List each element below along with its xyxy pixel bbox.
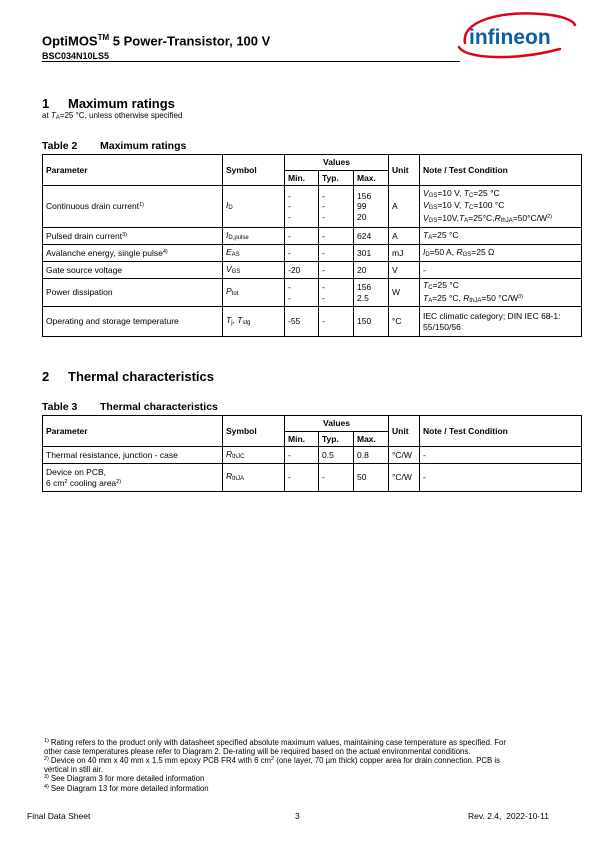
note-text: =10V,	[437, 212, 460, 223]
symbol-main: T	[226, 315, 232, 326]
cell-unit: A	[389, 186, 420, 228]
cell-note: -	[420, 262, 582, 279]
col-header-typ: Typ.	[319, 171, 354, 186]
cell-note: -	[420, 464, 582, 492]
cell-parameter	[43, 228, 223, 245]
note-sub: thJA	[500, 217, 513, 224]
col-header-unit: Unit	[389, 416, 420, 447]
note-line	[423, 293, 578, 306]
conditions-suffix: =25 °C, unless otherwise specified	[59, 111, 183, 120]
footnote-text: (one layer, 70 µm thick) copper area for drain connection. PCB is vertical in still air.	[44, 756, 501, 775]
cell-typ: -	[319, 245, 354, 262]
cell-max: 156 2.5	[354, 279, 389, 307]
cell-typ: -	[319, 464, 354, 492]
logo-wordmark: infineon	[469, 26, 551, 49]
cell-max: 301	[354, 245, 389, 262]
col-header-symbol: Symbol	[223, 155, 285, 186]
conditions-prefix: at	[42, 111, 51, 120]
footnote-ref: 1)	[139, 202, 144, 209]
section-2-heading	[42, 369, 214, 384]
col-header-values: Values	[285, 155, 389, 171]
table-row	[43, 464, 582, 492]
cell-symbol	[223, 186, 285, 228]
note-sub: A	[428, 234, 433, 241]
note-sub: C	[468, 192, 474, 199]
param-line	[46, 478, 219, 489]
cell-unit: °C/W	[389, 447, 420, 464]
col-header-typ: Typ.	[319, 432, 354, 447]
col-header-values: Values	[285, 416, 389, 432]
cell-symbol	[223, 447, 285, 464]
product-name: OptiMOS	[42, 33, 98, 49]
symbol-sub: j	[231, 320, 233, 327]
footnote-text: Rating refers to the product only with datasheet specified absolute maximum values, maintaining case temperature as specified. For other case temperatures please refer to Diagram 2. De-rating will be required based on the actual environmental conditions.	[44, 738, 506, 757]
section-1-title: Maximum ratings	[68, 96, 175, 111]
param-text: Gate source voltage	[46, 264, 123, 275]
footnote-ref: 2)	[547, 213, 552, 220]
table-row	[43, 186, 582, 228]
cell-parameter	[43, 245, 223, 262]
section-1-conditions	[42, 111, 182, 121]
footnote-mark: 2)	[44, 756, 49, 763]
footnote-ref: 3)	[518, 293, 524, 300]
cell-symbol	[223, 228, 285, 245]
col-header-symbol: Symbol	[223, 416, 285, 447]
footnote-mark: 1)	[44, 738, 49, 744]
footnote-text: Device on 40 mm x 40 mm x 1.5 mm epoxy PCB FR4 with 6 cm	[50, 756, 272, 766]
cell-note: IEC climatic category; DIN IEC 68-1: 55/150/56	[420, 307, 582, 337]
product-description: 5 Power-Transistor, 100 V	[109, 33, 271, 49]
cell-unit: °C/W	[389, 464, 420, 492]
cell-unit: W	[389, 279, 420, 307]
symbol-sep: ,	[232, 315, 238, 326]
param-text: Power dissipation	[46, 287, 113, 298]
cell-note	[420, 228, 582, 245]
cell-parameter	[43, 262, 223, 279]
symbol-sub: D,pulse	[228, 234, 249, 241]
note-text: =25°C,	[468, 212, 495, 223]
note-var: V	[423, 187, 429, 198]
section-2-number: 2	[42, 369, 50, 384]
param-text: 6 cm	[46, 477, 65, 488]
table-3-caption	[42, 401, 218, 413]
col-header-unit: Unit	[389, 155, 420, 186]
note-sub: GS	[462, 251, 472, 258]
note-var: T	[459, 212, 465, 223]
footnotes	[44, 738, 514, 793]
cell-typ: -	[319, 228, 354, 245]
footer-doc-type: Final Data Sheet	[27, 811, 91, 821]
cell-min: -	[285, 447, 319, 464]
table-3-title: Thermal characteristics	[100, 401, 218, 413]
cell-parameter	[43, 186, 223, 228]
conditions-var: T	[50, 111, 56, 120]
cell-max: 150	[354, 307, 389, 337]
symbol-main: I	[226, 200, 229, 211]
symbol-sub: GS	[231, 268, 241, 275]
table-row	[43, 245, 582, 262]
note-var: T	[423, 229, 429, 240]
cell-min: -20	[285, 262, 319, 279]
symbol-main: R	[226, 448, 233, 459]
note-text: =25 °C	[432, 229, 459, 240]
conditions-sub: A	[55, 115, 60, 121]
note-var: I	[423, 246, 426, 257]
header-divider	[42, 61, 460, 62]
cell-max: 0.8	[354, 447, 389, 464]
note-line	[423, 213, 578, 226]
symbol-sub: thJA	[232, 476, 245, 483]
thermal-characteristics-table	[42, 415, 582, 492]
cell-parameter: Thermal resistance, junction - case	[43, 447, 223, 464]
note-sub: GS	[428, 192, 438, 199]
symbol-sub-2: stg	[242, 320, 251, 327]
footnote-text: See Diagram 13 for more detailed information	[50, 783, 209, 793]
cell-symbol	[223, 307, 285, 337]
note-var: T	[423, 292, 429, 303]
part-number: BSC034N10LS5	[42, 51, 110, 61]
table-row	[43, 447, 582, 464]
trademark-mark: TM	[97, 33, 110, 42]
param-line: Device on PCB,	[46, 466, 106, 477]
note-sub: GS	[428, 205, 438, 212]
cell-symbol	[223, 245, 285, 262]
note-text: =50 A,	[429, 246, 457, 257]
footnote-4	[44, 784, 514, 793]
cell-min: -55	[285, 307, 319, 337]
param-text: Pulsed drain current	[46, 230, 123, 241]
param-text: Operating and storage temperature	[46, 316, 179, 327]
col-header-parameter: Parameter	[43, 416, 223, 447]
symbol-sub: AS	[231, 251, 240, 258]
cell-symbol	[223, 262, 285, 279]
note-text: =50 °C/W	[481, 292, 519, 303]
note-sub: A	[428, 297, 433, 304]
footnote-ref: 2)	[116, 478, 122, 485]
footnote-2	[44, 756, 514, 774]
note-sub: A	[464, 217, 469, 224]
note-text: =25 °C	[473, 187, 500, 198]
symbol-sub: tot	[231, 291, 239, 298]
footnote-mark: 4)	[44, 783, 49, 790]
infineon-logo	[455, 11, 577, 61]
note-sub: thJA	[469, 297, 482, 304]
note-var: V	[423, 200, 429, 211]
footnote-3	[44, 774, 514, 783]
footnote-mark: 3)	[44, 774, 49, 781]
cell-unit: V	[389, 262, 420, 279]
table-2-title: Maximum ratings	[100, 140, 187, 152]
col-header-note: Note / Test Condition	[420, 416, 582, 447]
note-line	[423, 280, 578, 293]
table-2-number: Table 2	[42, 140, 78, 152]
param-sup: 2	[64, 478, 68, 485]
section-1-heading	[42, 96, 175, 111]
section-1-number: 1	[42, 96, 50, 111]
table-header-row	[43, 155, 582, 171]
note-text: =25 Ω	[471, 246, 495, 257]
table-row	[43, 307, 582, 337]
col-header-min: Min.	[285, 171, 319, 186]
footer-revision: Rev. 2.4, 2022-10-11	[468, 811, 549, 821]
note-var: R	[463, 292, 470, 303]
cell-typ: -	[319, 307, 354, 337]
symbol-main: I	[226, 229, 229, 240]
cell-symbol	[223, 464, 285, 492]
note-sub: D	[425, 251, 430, 258]
note-var: T	[463, 200, 469, 211]
note-text: =10 V,	[437, 200, 464, 211]
cell-unit: A	[389, 228, 420, 245]
table-row	[43, 262, 582, 279]
table-row	[43, 279, 582, 307]
cell-unit: mJ	[389, 245, 420, 262]
cell-typ: -	[319, 262, 354, 279]
footnote-sup: 2	[271, 756, 275, 763]
note-var: R	[494, 212, 501, 223]
cell-max: 50	[354, 464, 389, 492]
cell-min: -	[285, 228, 319, 245]
note-sub: C	[468, 205, 474, 212]
note-line	[423, 200, 578, 213]
table-header-row	[43, 416, 582, 432]
footnote-ref: 3)	[122, 231, 127, 238]
cell-min: -	[285, 245, 319, 262]
cell-note	[420, 279, 582, 307]
col-header-max: Max.	[354, 432, 389, 447]
cell-min: - -	[285, 279, 319, 307]
note-var: T	[463, 187, 469, 198]
symbol-main: P	[226, 286, 232, 297]
param-text: cooling area	[67, 477, 117, 488]
cell-note: -	[420, 447, 582, 464]
symbol-sub: D	[228, 205, 233, 212]
cell-note	[420, 186, 582, 228]
param-text: Continuous drain current	[46, 201, 140, 212]
footnote-text: See Diagram 3 for more detailed information	[50, 774, 205, 784]
cell-typ: - - -	[319, 186, 354, 228]
note-text: =50°C/W	[512, 212, 548, 223]
table-row	[43, 228, 582, 245]
document-title	[42, 33, 270, 48]
col-header-parameter: Parameter	[43, 155, 223, 186]
table-3-number: Table 3	[42, 401, 78, 413]
section-2-title: Thermal characteristics	[68, 369, 214, 384]
col-header-note: Note / Test Condition	[420, 155, 582, 186]
note-line	[423, 188, 578, 201]
footer-page-number: 3	[295, 811, 300, 821]
table-2-caption	[42, 140, 186, 152]
cell-symbol	[223, 279, 285, 307]
symbol-main-2: T	[237, 315, 243, 326]
cell-min: - - -	[285, 186, 319, 228]
cell-note	[420, 245, 582, 262]
cell-min: -	[285, 464, 319, 492]
note-text: =100 °C	[473, 200, 505, 211]
cell-max: 156 99 20	[354, 186, 389, 228]
maximum-ratings-table	[42, 154, 582, 337]
note-var: T	[423, 280, 429, 290]
footnote-1	[44, 738, 514, 756]
symbol-main: R	[226, 471, 233, 482]
cell-max: 624	[354, 228, 389, 245]
note-text: =10 V,	[437, 187, 464, 198]
col-header-max: Max.	[354, 171, 389, 186]
symbol-main: E	[226, 246, 232, 257]
param-text: Avalanche energy, single pulse	[46, 247, 163, 258]
cell-max: 20	[354, 262, 389, 279]
col-header-min: Min.	[285, 432, 319, 447]
note-sub: C	[428, 285, 433, 291]
cell-typ: 0.5	[319, 447, 354, 464]
cell-parameter	[43, 307, 223, 337]
note-text: =25 °C	[432, 280, 459, 290]
note-var: V	[423, 212, 429, 223]
symbol-main: V	[226, 263, 232, 274]
cell-parameter	[43, 464, 223, 492]
cell-unit: °C	[389, 307, 420, 337]
symbol-sub: thJC	[232, 453, 245, 460]
note-text: =25 °C,	[432, 292, 464, 303]
note-sub: GS	[428, 217, 438, 224]
cell-typ: - -	[319, 279, 354, 307]
footnote-ref: 4)	[162, 248, 168, 255]
cell-parameter	[43, 279, 223, 307]
note-var: R	[456, 246, 463, 257]
